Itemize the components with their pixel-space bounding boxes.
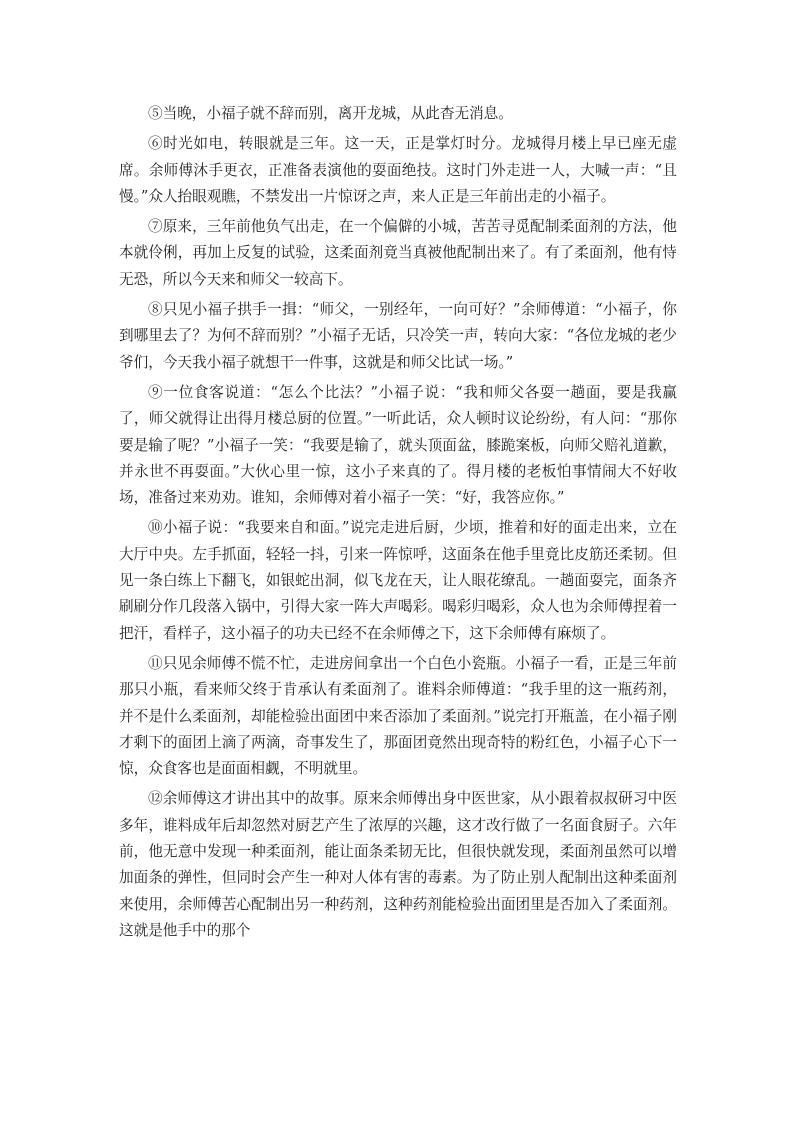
paragraph-8: ⑧只见小福子拱手一揖：“师父，一别经年，一向可好？”余师傅道：“小福子，你到哪里去了？为何不辞而别？”小福子无话，只冷笑一声，转向大家：“各位龙城的老少爷们，今天我小福子就想干一件事，这就是和师父比试一场。”: [119, 301, 677, 371]
paragraph-6: ⑥时光如电，转眼就是三年。这一天，正是掌灯时分。龙城得月楼上早已座无虚席。余师傅沐手更衣，正准备表演他的耍面绝技。这时门外走进一人，大喊一声：“且慢。”众人抬眼观瞧，不禁发出一片惊讶之声，来人正是三年前出走的小福子。: [119, 135, 677, 205]
paragraph-10: ⑩小福子说：“我要来自和面。”说完走进后厨，少顷，推着和好的面走出来，立在大厅中央。左手抓面，轻轻一抖，引来一阵惊呼，这面条在他手里竟比皮筋还柔韧。但见一条白练上下翻飞，如银蛇出洞，似飞龙在天，让人眼花缭乱。一趟面耍完，面条齐刷刷分作几段落入锅中，引得大家一阵大声喝彩。喝彩归喝彩，众人也为余师傅捏着一把汗，看样子，这小福子的功夫已经不在余师傅之下，这下余师傅有麻烦了。: [119, 519, 677, 642]
article-body: [119, 101, 677, 948]
paragraph-12: ⑫余师傅这才讲出其中的故事。原来余师傅出身中医世家，从小跟着叔叔研习中医多年，谁料成年后却忽然对厨艺产生了浓厚的兴趣，这才改行做了一名面食厨子。六年前，他无意中发现一种柔面剂，能让面条柔韧无比，但很快就发现，柔面剂虽然可以增加面条的弹性，但同时会产生一种对人体有害的毒素。为了防止别人配制出这种柔面剂来使用，余师傅苦心配制出另一种药剂，这种药剂能检验出面团里是否加入了柔面剂。这就是他手中的那个: [119, 790, 677, 939]
paragraph-7: ⑦原来，三年前他负气出走，在一个偏僻的小城，苦苦寻觅配制柔面剂的方法，他本就伶俐，再加上反复的试验，这柔面剂竟当真被他配制出来了。有了柔面剂，他有恃无恐，所以今天来和师父一较高下。: [119, 218, 677, 288]
paragraph-5: ⑤当晚，小福子就不辞而别，离开龙城，从此杳无消息。: [148, 105, 513, 122]
paragraph-11: ⑪只见余师傅不慌不忙，走进房间拿出一个白色小瓷瓶。小福子一看，正是三年前那只小瓶，看来师父终于肯承认有柔面剂了。谁料余师傅道：“我手里的这一瓶药剂，并不是什么柔面剂，却能检验出面团中来否添加了柔面剂。”说完打开瓶盖，在小福子刚才剩下的面团上滴了两滴，奇事发生了，那面团竟然出现奇特的粉红色，小福子心下一惊，众食客也是面面相觑，不明就里。: [119, 654, 677, 778]
paragraph-9: ⑨一位食客说道：“怎么个比法？”小福子说：“我和师父各耍一趟面，要是我赢了，师父就得让出得月楼总厨的位置。”一听此话，众人顿时议论纷纷，有人问：“那你要是输了呢？”小福子一笑：“我要是输了，就头顶面盆，膝跪案板，向师父赔礼道歉，并永世不再耍面。”大伙心里一惊，这小子来真的了。得月楼的老板怕事情闹大不好收场，准备过来劝劝。谁知，余师傅对着小福子一笑：“好，我答应你。”: [119, 383, 677, 507]
